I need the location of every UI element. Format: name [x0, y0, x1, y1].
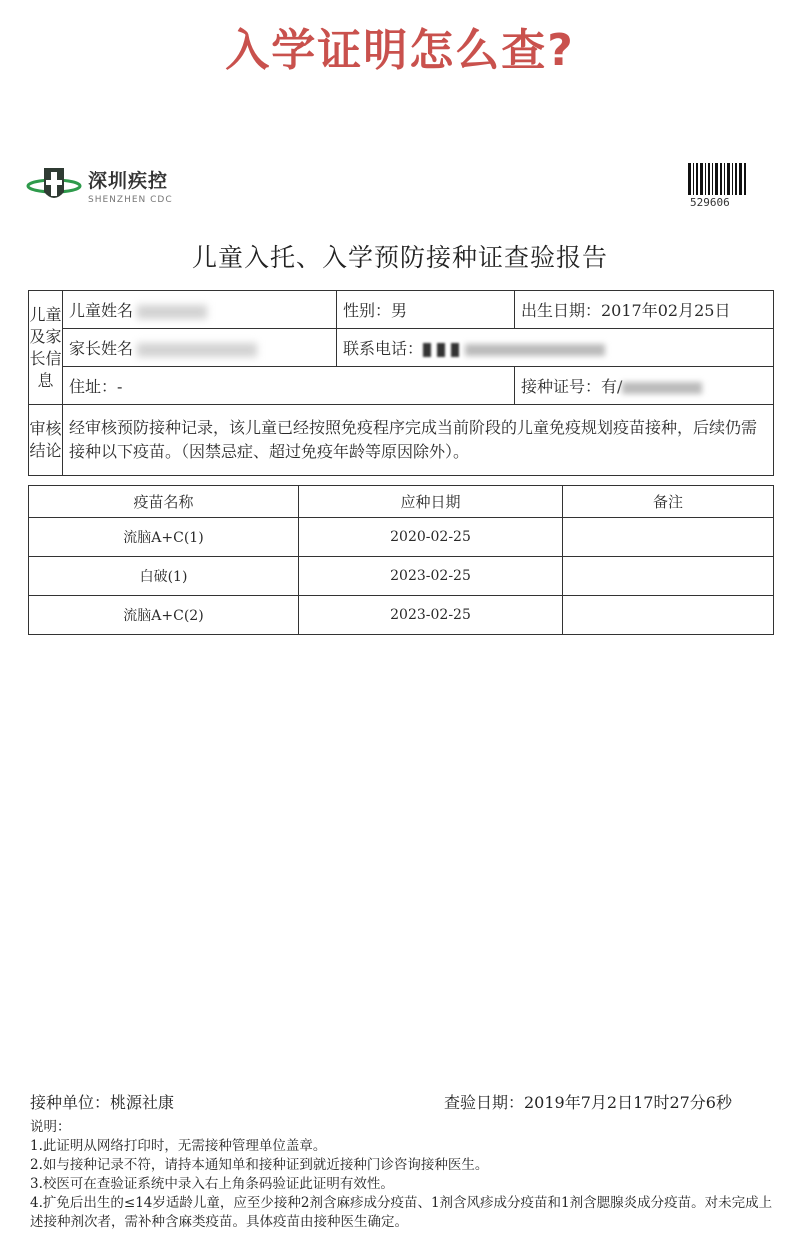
child-name-cell — [63, 291, 337, 329]
redacted-parent — [137, 343, 257, 357]
redacted-phone — [465, 344, 605, 356]
cert-label: 接种证号：有/ — [521, 377, 623, 396]
review-side-label: 审核结论 — [29, 405, 63, 476]
notes-title: 说明： — [30, 1119, 71, 1135]
cert-cell — [515, 367, 774, 405]
vaccine-name: 流脑A+C(1) — [29, 518, 299, 557]
redacted-cert — [622, 382, 702, 394]
note-item: 4.扩免后出生的≤14岁适龄儿童，应至少接种2剂含麻疹成分疫苗、1剂含风疹成分疫苗和1剂含腮腺炎成分疫苗。对未完成上述接种剂次者，需补种含麻类疫苗。具体疫苗由接种医生确定。 — [30, 1195, 773, 1230]
vaccine-note — [563, 596, 774, 635]
vaccine-name: 流脑A+C(2) — [29, 596, 299, 635]
barcode-number: 529606 — [690, 196, 730, 209]
shenzhen-cdc-logo — [26, 162, 173, 208]
gender-cell: 性别：男 — [337, 291, 515, 329]
birth-cell: 出生日期：2017年02月25日 — [515, 291, 774, 329]
redacted-mark — [437, 343, 445, 357]
vaccine-name: 白破(1) — [29, 557, 299, 596]
vaccine-date: 2020-02-25 — [299, 518, 563, 557]
vaccine-date: 2023-02-25 — [299, 596, 563, 635]
address-cell: 住址：- — [63, 367, 515, 405]
vaccine-note — [563, 518, 774, 557]
header-note: 备注 — [563, 486, 774, 518]
vaccination-unit: 接种单位：桃源社康 — [30, 1093, 175, 1112]
note-item: 3.校医可在查验证系统中录入右上角条码验证此证明有效性。 — [30, 1176, 394, 1192]
table-row — [29, 596, 774, 635]
vaccine-table — [28, 485, 774, 635]
redacted-name — [137, 305, 207, 319]
vaccine-note — [563, 557, 774, 596]
cdc-shield-icon — [26, 162, 82, 208]
parent-name-cell — [63, 329, 337, 367]
child-name-label: 儿童姓名 — [69, 301, 134, 320]
check-date: 查验日期：2019年7月2日17时27分6秒 — [444, 1093, 732, 1112]
redacted-mark — [451, 343, 459, 357]
review-text: 经审核预防接种记录，该儿童已经按照免疫程序完成当前阶段的儿童免疫规划疫苗接种，后续仍需接种以下疫苗。（因禁忌症、超过免疫年龄等原因除外）。 — [63, 405, 774, 476]
logo-english-text: SHENZHEN CDC — [88, 194, 173, 205]
phone-cell — [337, 329, 774, 367]
info-table — [28, 290, 774, 476]
header-due-date: 应种日期 — [299, 486, 563, 518]
report-title: 儿童入托、入学预防接种证查验报告 — [191, 243, 608, 272]
barcode-icon — [688, 163, 748, 195]
header-vaccine-name: 疫苗名称 — [29, 486, 299, 518]
note-item: 2.如与接种记录不符，请持本通知单和接种证到就近接种门诊咨询接种医生。 — [30, 1157, 489, 1173]
parent-name-label: 家长姓名 — [69, 339, 134, 358]
notes — [30, 1118, 780, 1232]
redacted-mark — [423, 343, 431, 357]
logo-chinese-text: 深圳疾控 — [88, 169, 169, 192]
note-item: 1.此证明从网络打印时，无需接种管理单位盖章。 — [30, 1138, 327, 1154]
phone-label: 联系电话： — [343, 339, 424, 358]
vaccine-date: 2023-02-25 — [299, 557, 563, 596]
table-row — [29, 518, 774, 557]
table-row — [29, 557, 774, 596]
headline: 入学证明怎么查? — [225, 25, 575, 76]
info-side-label: 儿童及家长信息 — [29, 291, 63, 405]
